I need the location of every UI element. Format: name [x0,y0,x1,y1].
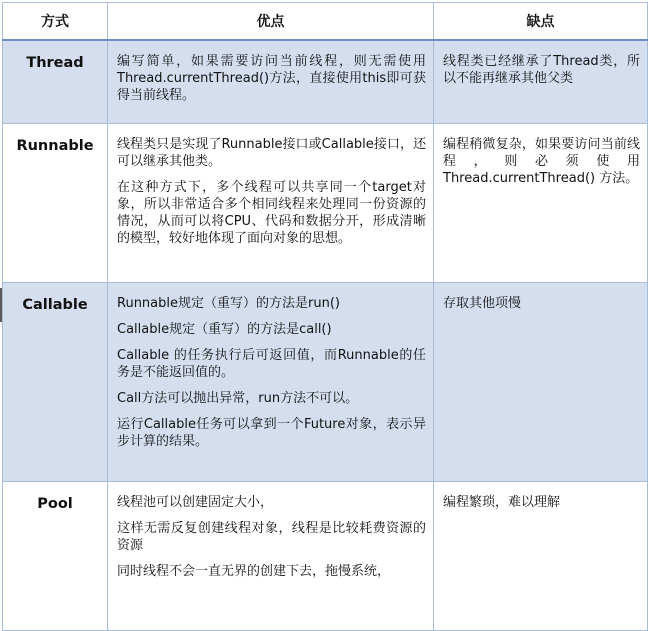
cons-cell [434,124,648,283]
cons-text: 存取其他项慢 [443,296,522,311]
header-pros: 优点 [108,3,434,41]
cons-text: 编程稍微复杂，如果要访问当前线程，则必须使用Thread.currentThread() 方法。 [443,137,640,186]
header-method: 方式 [3,3,108,41]
cons-cell [434,482,648,631]
pros-text: 在这种方式下，多个线程可以共享同一个target对象，所以非常适合多个相同线程来处理同一份资源的情况，从而可以将CPU、代码和数据分开，形成清晰的模型，较好地体现了面向对象的思想。 [117,180,426,246]
method-name: Thread [3,40,108,124]
header-row [3,3,648,41]
pros-text: 同时线程不会一直无界的创建下去，拖慢系统， [117,564,391,579]
table-row-runnable [3,124,648,283]
pros-text: 这样无需反复创建线程对象，线程是比较耗费资源的资源 [117,521,426,553]
pros-cell [108,40,434,124]
method-name: Pool [3,482,108,631]
pros-text: 编写简单，如果需要访问当前线程，则无需使用Thread.currentThread()方法，直接使用this即可获得当前线程。 [117,54,426,103]
table-row-callable [3,283,648,482]
cons-cell [434,283,648,482]
method-name: Runnable [3,124,108,283]
pros-cell [108,482,434,631]
pros-text: 线程池可以创建固定大小， [117,495,274,510]
pros-text: 运行Callable任务可以拿到一个Future对象，表示异步计算的结果。 [117,417,426,449]
cons-cell [434,40,648,124]
header-cons: 缺点 [434,3,648,41]
pros-text: Runnable规定（重写）的方法是run() [117,296,340,311]
pros-text: Call方法可以抛出异常，run方法不可以。 [117,391,359,406]
pros-cell [108,124,434,283]
table-row-thread [3,40,648,124]
method-name: Callable [3,283,108,482]
pros-cell [108,283,434,482]
pros-text: 线程类只是实现了Runnable接口或Callable接口，还可以继承其他类。 [117,137,426,169]
pros-text: Callable 的任务执行后可返回值，而Runnable的任务是不能返回值的。 [117,348,426,380]
table-row-pool [3,482,648,631]
cons-text: 编程繁琐，难以理解 [443,495,561,510]
pros-text: Callable规定（重写）的方法是call() [117,322,332,337]
thread-comparison-table [2,2,648,631]
cons-text: 线程类已经继承了Thread类，所以不能再继承其他父类 [443,54,640,86]
